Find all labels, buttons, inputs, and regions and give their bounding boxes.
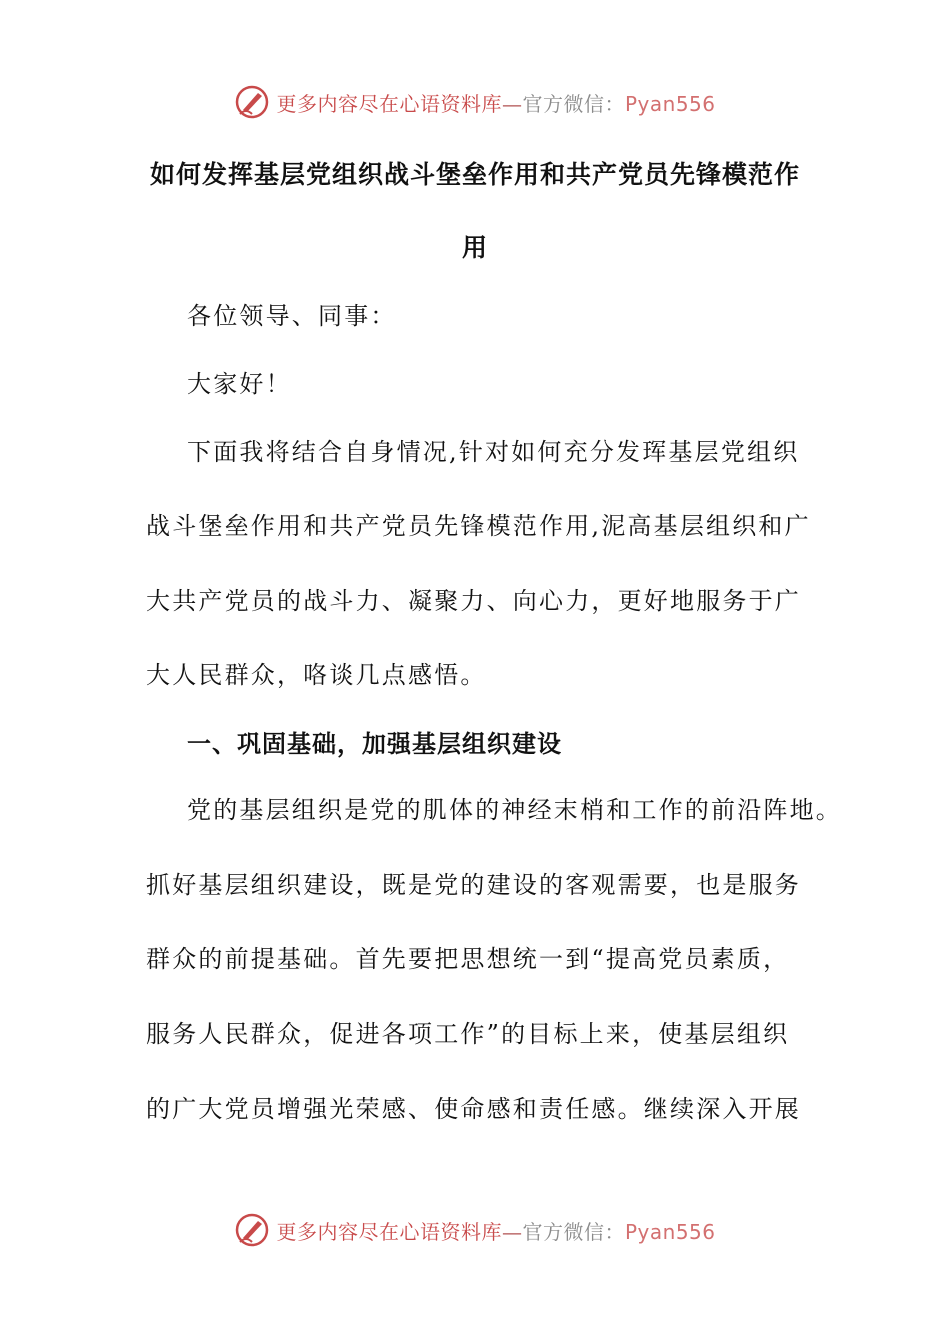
watermark-dash: — (501, 1219, 523, 1244)
watermark-wechat-id: Pyan556 (624, 91, 716, 116)
paragraph-line: 下面我将结合自身情况,针对如何充分发珲基层党组织 (187, 438, 800, 466)
pen-logo-icon (234, 84, 270, 120)
document-title-line1: 如何发挥基层党组织战斗堡垒作用和共产党员先锋模范作 (149, 160, 800, 189)
paragraph-line: 抓好基层组织建设，既是党的建设的客观需要，也是服务 (146, 871, 801, 899)
watermark-main: 更多内容尽在心语资料库 (276, 91, 502, 116)
watermark-wechat-label: 官方微信： (522, 1219, 625, 1244)
watermark-dash: — (501, 91, 523, 116)
document-title-line2: 用 (461, 233, 488, 262)
paragraph-line: 的广大党员增强光荣感、使命感和责任感。继续深入开展 (146, 1095, 801, 1123)
footer-watermark (0, 1210, 950, 1250)
salutation: 各位领导、同事： (187, 302, 397, 330)
paragraph-line: 战斗堡垒作用和共产党员先锋模范作用,泥高基层组织和广 (146, 512, 811, 540)
section-heading: 一、巩固基础，加强基层组织建设 (187, 730, 562, 758)
paragraph-line: 大人民群众，咯谈几点感悟。 (146, 661, 487, 689)
paragraph-line: 大共产党员的战斗力、凝聚力、向心力，更好地服务于广 (146, 587, 801, 615)
watermark-wechat-id: Pyan556 (624, 1219, 716, 1244)
greeting: 大家好！ (187, 370, 292, 398)
watermark-main: 更多内容尽在心语资料库 (276, 1219, 502, 1244)
pen-logo-icon (234, 1212, 270, 1248)
paragraph-line: 群众的前提基础。首先要把思想统一到“提高党员素质， (146, 945, 790, 973)
paragraph-line: 党的基层组织是党的肌体的神经末梢和工作的前沿阵地。 (187, 796, 842, 824)
paragraph-line: 服务人民群众，促进各项工作”的目标上来，使基层组织 (146, 1020, 790, 1048)
header-watermark (0, 82, 950, 122)
watermark-text (276, 1216, 715, 1245)
watermark-text (276, 88, 715, 117)
watermark-wechat-label: 官方微信： (522, 91, 625, 116)
